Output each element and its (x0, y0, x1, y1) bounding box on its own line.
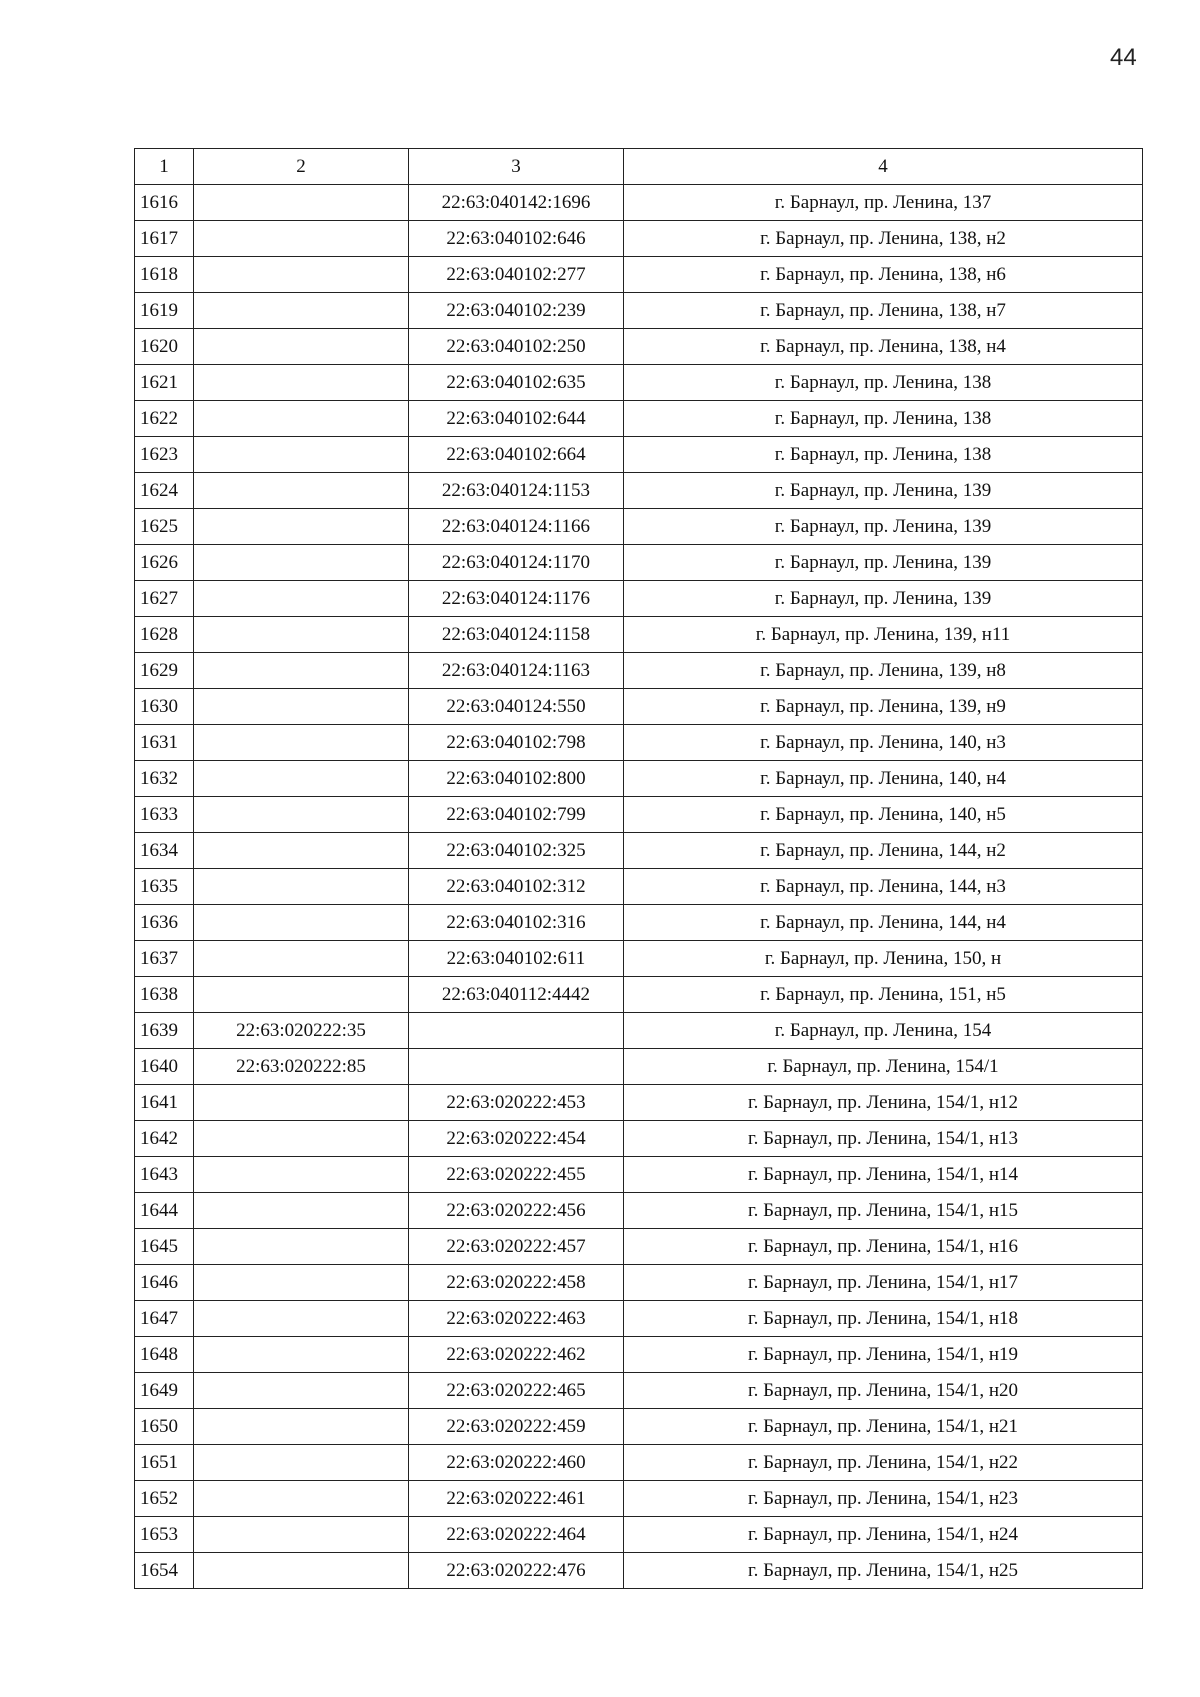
row-number-cell: 1619 (135, 293, 194, 329)
table-header (135, 149, 1143, 185)
building-cadastral-cell (194, 509, 409, 545)
table-row (135, 365, 1143, 401)
premises-cadastral-cell: 22:63:020222:453 (409, 1085, 624, 1121)
table-row (135, 977, 1143, 1013)
address-cell: г. Барнаул, пр. Ленина, 139, н11 (624, 617, 1143, 653)
table-row (135, 1049, 1143, 1085)
table-row (135, 473, 1143, 509)
address-cell: г. Барнаул, пр. Ленина, 154/1, н18 (624, 1301, 1143, 1337)
table-row (135, 1265, 1143, 1301)
row-number-cell: 1616 (135, 185, 194, 221)
row-number-cell: 1635 (135, 869, 194, 905)
row-number-cell: 1646 (135, 1265, 194, 1301)
premises-cadastral-cell: 22:63:020222:463 (409, 1301, 624, 1337)
table-row (135, 221, 1143, 257)
table-row (135, 905, 1143, 941)
premises-cadastral-cell: 22:63:040102:644 (409, 401, 624, 437)
row-number-cell: 1630 (135, 689, 194, 725)
premises-cadastral-cell: 22:63:040124:1170 (409, 545, 624, 581)
row-number-cell: 1644 (135, 1193, 194, 1229)
row-number-cell: 1652 (135, 1481, 194, 1517)
row-number-cell: 1617 (135, 221, 194, 257)
premises-cadastral-cell: 22:63:040124:1166 (409, 509, 624, 545)
row-number-cell: 1625 (135, 509, 194, 545)
table-row (135, 725, 1143, 761)
building-cadastral-cell (194, 1373, 409, 1409)
table-row (135, 257, 1143, 293)
premises-cadastral-cell: 22:63:040102:325 (409, 833, 624, 869)
building-cadastral-cell (194, 1301, 409, 1337)
row-number-cell: 1641 (135, 1085, 194, 1121)
premises-cadastral-cell: 22:63:040102:316 (409, 905, 624, 941)
premises-cadastral-cell: 22:63:020222:456 (409, 1193, 624, 1229)
premises-cadastral-cell: 22:63:040124:550 (409, 689, 624, 725)
table-row (135, 545, 1143, 581)
row-number-cell: 1645 (135, 1229, 194, 1265)
row-number-cell: 1618 (135, 257, 194, 293)
row-number-cell: 1654 (135, 1553, 194, 1589)
table-row (135, 761, 1143, 797)
address-cell: г. Барнаул, пр. Ленина, 139, н8 (624, 653, 1143, 689)
address-cell: г. Барнаул, пр. Ленина, 154/1, н17 (624, 1265, 1143, 1301)
address-cell: г. Барнаул, пр. Ленина, 154/1, н22 (624, 1445, 1143, 1481)
address-cell: г. Барнаул, пр. Ленина, 138 (624, 365, 1143, 401)
row-number-cell: 1637 (135, 941, 194, 977)
building-cadastral-cell (194, 797, 409, 833)
building-cadastral-cell (194, 401, 409, 437)
building-cadastral-cell (194, 257, 409, 293)
row-number-cell: 1622 (135, 401, 194, 437)
address-cell: г. Барнаул, пр. Ленина, 154/1, н21 (624, 1409, 1143, 1445)
table-row (135, 509, 1143, 545)
row-number-cell: 1623 (135, 437, 194, 473)
table-row (135, 329, 1143, 365)
building-cadastral-cell (194, 293, 409, 329)
row-number-cell: 1643 (135, 1157, 194, 1193)
row-number-cell: 1634 (135, 833, 194, 869)
premises-cadastral-cell: 22:63:020222:462 (409, 1337, 624, 1373)
address-cell: г. Барнаул, пр. Ленина, 154 (624, 1013, 1143, 1049)
address-cell: г. Барнаул, пр. Ленина, 154/1, н16 (624, 1229, 1143, 1265)
address-cell: г. Барнаул, пр. Ленина, 154/1, н14 (624, 1157, 1143, 1193)
address-cell: г. Барнаул, пр. Ленина, 144, н2 (624, 833, 1143, 869)
row-number-cell: 1648 (135, 1337, 194, 1373)
premises-cadastral-cell: 22:63:040102:611 (409, 941, 624, 977)
building-cadastral-cell (194, 1157, 409, 1193)
row-number-cell: 1639 (135, 1013, 194, 1049)
table-row (135, 653, 1143, 689)
premises-cadastral-cell: 22:63:040112:4442 (409, 977, 624, 1013)
row-number-cell: 1651 (135, 1445, 194, 1481)
column-header-3: 3 (409, 149, 624, 185)
row-number-cell: 1628 (135, 617, 194, 653)
row-number-cell: 1624 (135, 473, 194, 509)
building-cadastral-cell (194, 1337, 409, 1373)
row-number-cell: 1632 (135, 761, 194, 797)
building-cadastral-cell (194, 689, 409, 725)
address-cell: г. Барнаул, пр. Ленина, 154/1, н23 (624, 1481, 1143, 1517)
premises-cadastral-cell: 22:63:020222:465 (409, 1373, 624, 1409)
building-cadastral-cell (194, 833, 409, 869)
building-cadastral-cell (194, 941, 409, 977)
row-number-cell: 1649 (135, 1373, 194, 1409)
premises-cadastral-cell: 22:63:040102:635 (409, 365, 624, 401)
building-cadastral-cell (194, 545, 409, 581)
building-cadastral-cell (194, 581, 409, 617)
table-row (135, 1337, 1143, 1373)
premises-cadastral-cell: 22:63:040124:1158 (409, 617, 624, 653)
premises-cadastral-cell: 22:63:040102:277 (409, 257, 624, 293)
row-number-cell: 1629 (135, 653, 194, 689)
table-row (135, 1553, 1143, 1589)
premises-cadastral-cell: 22:63:020222:464 (409, 1517, 624, 1553)
address-cell: г. Барнаул, пр. Ленина, 139 (624, 545, 1143, 581)
premises-cadastral-cell: 22:63:020222:461 (409, 1481, 624, 1517)
table-row (135, 1517, 1143, 1553)
building-cadastral-cell (194, 1085, 409, 1121)
building-cadastral-cell (194, 1193, 409, 1229)
premises-cadastral-cell: 22:63:020222:476 (409, 1553, 624, 1589)
building-cadastral-cell (194, 329, 409, 365)
building-cadastral-cell (194, 473, 409, 509)
row-number-cell: 1627 (135, 581, 194, 617)
column-header-2: 2 (194, 149, 409, 185)
header-row (135, 149, 1143, 185)
address-cell: г. Барнаул, пр. Ленина, 138, н4 (624, 329, 1143, 365)
address-cell: г. Барнаул, пр. Ленина, 151, н5 (624, 977, 1143, 1013)
table-row (135, 689, 1143, 725)
table-row (135, 1085, 1143, 1121)
address-cell: г. Барнаул, пр. Ленина, 154/1, н20 (624, 1373, 1143, 1409)
building-cadastral-cell (194, 221, 409, 257)
premises-cadastral-cell: 22:63:020222:455 (409, 1157, 624, 1193)
premises-cadastral-cell: 22:63:040142:1696 (409, 185, 624, 221)
address-cell: г. Барнаул, пр. Ленина, 140, н4 (624, 761, 1143, 797)
premises-cadastral-cell: 22:63:040102:250 (409, 329, 624, 365)
table-row (135, 1013, 1143, 1049)
table-row (135, 869, 1143, 905)
building-cadastral-cell (194, 1517, 409, 1553)
building-cadastral-cell (194, 1121, 409, 1157)
address-cell: г. Барнаул, пр. Ленина, 139 (624, 581, 1143, 617)
building-cadastral-cell (194, 1409, 409, 1445)
table-row (135, 1445, 1143, 1481)
row-number-cell: 1653 (135, 1517, 194, 1553)
premises-cadastral-cell: 22:63:040124:1176 (409, 581, 624, 617)
address-cell: г. Барнаул, пр. Ленина, 138 (624, 437, 1143, 473)
table-row (135, 1301, 1143, 1337)
address-cell: г. Барнаул, пр. Ленина, 150, н (624, 941, 1143, 977)
building-cadastral-cell (194, 725, 409, 761)
address-cell: г. Барнаул, пр. Ленина, 140, н5 (624, 797, 1143, 833)
premises-cadastral-cell (409, 1049, 624, 1085)
table-row (135, 1481, 1143, 1517)
table-row (135, 797, 1143, 833)
premises-cadastral-cell: 22:63:040102:312 (409, 869, 624, 905)
table-row (135, 437, 1143, 473)
table-row (135, 1193, 1143, 1229)
building-cadastral-cell (194, 185, 409, 221)
building-cadastral-cell (194, 1229, 409, 1265)
premises-cadastral-cell: 22:63:020222:458 (409, 1265, 624, 1301)
building-cadastral-cell (194, 977, 409, 1013)
table-row (135, 185, 1143, 221)
address-cell: г. Барнаул, пр. Ленина, 138, н2 (624, 221, 1143, 257)
table-row (135, 617, 1143, 653)
page-number: 44 (1110, 44, 1137, 71)
building-cadastral-cell (194, 761, 409, 797)
premises-cadastral-cell: 22:63:020222:457 (409, 1229, 624, 1265)
address-cell: г. Барнаул, пр. Ленина, 144, н4 (624, 905, 1143, 941)
building-cadastral-cell (194, 905, 409, 941)
table-row (135, 293, 1143, 329)
building-cadastral-cell (194, 1553, 409, 1589)
table-body (135, 185, 1143, 1589)
address-cell: г. Барнаул, пр. Ленина, 140, н3 (624, 725, 1143, 761)
row-number-cell: 1642 (135, 1121, 194, 1157)
address-cell: г. Барнаул, пр. Ленина, 138 (624, 401, 1143, 437)
column-header-1: 1 (135, 149, 194, 185)
row-number-cell: 1633 (135, 797, 194, 833)
address-cell: г. Барнаул, пр. Ленина, 154/1, н15 (624, 1193, 1143, 1229)
row-number-cell: 1636 (135, 905, 194, 941)
premises-cadastral-cell: 22:63:040102:799 (409, 797, 624, 833)
premises-cadastral-cell: 22:63:020222:460 (409, 1445, 624, 1481)
premises-cadastral-cell: 22:63:040124:1153 (409, 473, 624, 509)
row-number-cell: 1638 (135, 977, 194, 1013)
address-cell: г. Барнаул, пр. Ленина, 137 (624, 185, 1143, 221)
address-cell: г. Барнаул, пр. Ленина, 154/1, н24 (624, 1517, 1143, 1553)
column-header-4: 4 (624, 149, 1143, 185)
building-cadastral-cell (194, 869, 409, 905)
row-number-cell: 1621 (135, 365, 194, 401)
premises-cadastral-cell: 22:63:040124:1163 (409, 653, 624, 689)
table-row (135, 833, 1143, 869)
premises-cadastral-cell: 22:63:040102:239 (409, 293, 624, 329)
building-cadastral-cell (194, 437, 409, 473)
address-cell: г. Барнаул, пр. Ленина, 138, н6 (624, 257, 1143, 293)
row-number-cell: 1640 (135, 1049, 194, 1085)
table-row (135, 401, 1143, 437)
building-cadastral-cell (194, 653, 409, 689)
building-cadastral-cell: 22:63:020222:35 (194, 1013, 409, 1049)
building-cadastral-cell: 22:63:020222:85 (194, 1049, 409, 1085)
premises-cadastral-cell: 22:63:020222:454 (409, 1121, 624, 1157)
address-cell: г. Барнаул, пр. Ленина, 139 (624, 509, 1143, 545)
premises-cadastral-cell: 22:63:040102:646 (409, 221, 624, 257)
row-number-cell: 1650 (135, 1409, 194, 1445)
table-row (135, 1157, 1143, 1193)
row-number-cell: 1626 (135, 545, 194, 581)
table-row (135, 1409, 1143, 1445)
building-cadastral-cell (194, 1481, 409, 1517)
building-cadastral-cell (194, 365, 409, 401)
address-cell: г. Барнаул, пр. Ленина, 154/1, н19 (624, 1337, 1143, 1373)
address-cell: г. Барнаул, пр. Ленина, 139, н9 (624, 689, 1143, 725)
address-cell: г. Барнаул, пр. Ленина, 154/1, н25 (624, 1553, 1143, 1589)
registry-table (134, 148, 1143, 1589)
premises-cadastral-cell (409, 1013, 624, 1049)
table-row (135, 1229, 1143, 1265)
building-cadastral-cell (194, 1265, 409, 1301)
address-cell: г. Барнаул, пр. Ленина, 154/1 (624, 1049, 1143, 1085)
table-row (135, 1121, 1143, 1157)
building-cadastral-cell (194, 617, 409, 653)
table-row (135, 1373, 1143, 1409)
row-number-cell: 1620 (135, 329, 194, 365)
address-cell: г. Барнаул, пр. Ленина, 154/1, н13 (624, 1121, 1143, 1157)
premises-cadastral-cell: 22:63:040102:800 (409, 761, 624, 797)
premises-cadastral-cell: 22:63:020222:459 (409, 1409, 624, 1445)
address-cell: г. Барнаул, пр. Ленина, 138, н7 (624, 293, 1143, 329)
address-cell: г. Барнаул, пр. Ленина, 154/1, н12 (624, 1085, 1143, 1121)
premises-cadastral-cell: 22:63:040102:664 (409, 437, 624, 473)
premises-cadastral-cell: 22:63:040102:798 (409, 725, 624, 761)
building-cadastral-cell (194, 1445, 409, 1481)
address-cell: г. Барнаул, пр. Ленина, 144, н3 (624, 869, 1143, 905)
table-row (135, 941, 1143, 977)
address-cell: г. Барнаул, пр. Ленина, 139 (624, 473, 1143, 509)
row-number-cell: 1631 (135, 725, 194, 761)
row-number-cell: 1647 (135, 1301, 194, 1337)
table-row (135, 581, 1143, 617)
